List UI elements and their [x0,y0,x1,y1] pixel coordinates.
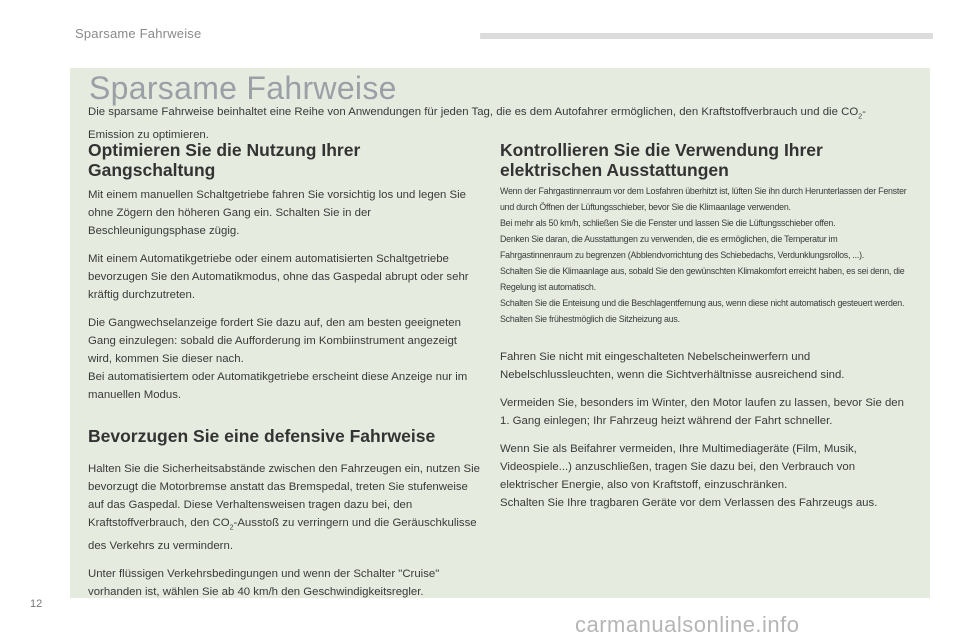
tip-above-50kmh: Bei mehr als 50 km/h, schließen Sie die Fenster und lassen Sie die Lüftungsschieber offen. [500,218,836,229]
paragraph-portable-devices: Schalten Sie Ihre tragbaren Geräte vor dem Verlassen des Fahrzeugs aus. [500,497,878,509]
paragraph-engine-idle: Vermeiden Sie, besonders im Winter, den Motor laufen zu lassen, bevor Sie den 1. Gang einlegen; Ihr Fahrzeug heizt während der Fahrt schneller. [500,397,904,427]
paragraph-multimedia: Wenn Sie als Beifahrer vermeiden, Ihre Multimediageräte (Film, Musik, Videospiele...) anzuschließen, tragen Sie dazu bei, den Verbrauch von elektrischer Energie, also von Kraftstoff, einzuschränken. [500,443,857,491]
paragraph-gear-indicator-auto: Bei automatisiertem oder Automatikgetriebe erscheint diese Anzeige nur im manuellen Modus. [88,371,468,401]
heading-electrical-equipment: Kontrollieren Sie die Verwendung Ihrer elektrischen Ausstattungen [500,140,823,180]
tip-defrost: Schalten Sie die Enteisung und die Beschlagentfernung aus, wenn diese nicht automatisch gesteuert werden. [500,298,905,309]
watermark-text: carmanualsonline.info [575,612,800,637]
paragraph-manual-gearbox: Mit einem manuellen Schaltgetriebe fahren Sie vorsichtig los und legen Sie ohne Zögern den höheren Gang ein. Schalten Sie in der Beschleunigungsphase zügig. [88,189,467,237]
page-number: 12 [30,598,43,610]
intro-subscript: 2 [858,113,863,121]
intro-text-1: Die sparsame Fahrweise beinhaltet eine Reihe von Anwendungen für jeden Tag, die es dem Autofahrer ermöglichen, den Kraftstoffverbrauch und die CO [88,106,859,118]
paragraph-cruise-control: Unter flüssigen Verkehrsbedingungen und wenn der Schalter "Cruise" vorhanden ist, wählen Sie ab 40 km/h den Geschwindigkeitsregler. [88,568,440,599]
right-column [500,140,912,512]
intro-paragraph [88,103,908,144]
paragraph-automatic-gearbox: Mit einem Automatikgetriebe oder einem automatisierten Schaltgetriebe bevorzugen Sie den Automatikmodus, ohne das Gaspedal abrupt oder sehr kräftig durchzutreten. [88,253,469,301]
tip-seat-heating: Schalten Sie frühestmöglich die Sitzheizung aus. [500,314,680,325]
tip-overheated-cabin: Wenn der Fahrgastinnenraum vor dem Losfahren überhitzt ist, lüften Sie ihn durch Herunterlassen der Fenster und durch Öffnen der Lüftungsschieber, bevor Sie die Klimaanlage verwenden. [500,186,907,213]
paragraph-safety-distance [88,460,480,555]
safety-text-1: Halten Sie die Sicherheitsabstände zwischen den Fahrzeugen ein, nutzen Sie bevorzugt die Motorbremse anstatt das Bremspedal, treten Sie stufenweise auf das Gaspedal. Diese Verhaltensweisen tragen dazu bei, den Kraftstoffverbrauch, den CO [88,463,480,529]
tip-limit-temperature: Denken Sie daran, die Ausstattungen zu verwenden, die es ermöglichen, die Temperatur im Fahrgastinnenraum zu begrenzen (Abblendvorrichtung des Schiebedachs, Verdunklungsrollos, ...). [500,234,865,261]
intro-text-2: -Emission zu optimieren. [88,106,866,142]
header-rule [480,33,933,39]
safety-text-2: -Ausstoß zu verringern und die Geräuschkulisse des Verkehrs zu vermindern. [88,517,477,553]
paragraph-fog-lights: Fahren Sie nicht mit eingeschalteten Nebelscheinwerfern und Nebelschlussleuchten, wenn die Sichtverhältnisse ausreichend sind. [500,351,845,381]
left-column [88,140,480,601]
running-header-title: Sparsame Fahrweise [75,26,202,41]
heading-defensive-driving: Bevorzugen Sie eine defensive Fahrweise [88,426,436,446]
paragraph-gear-indicator: Die Gangwechselanzeige fordert Sie dazu auf, den am besten geeigneten Gang einzulegen: sobald die Aufforderung im Kombiinstrument angezeigt wird, kommen Sie dieser nach. [88,317,461,365]
page-title: Sparsame Fahrweise [89,70,397,106]
tip-air-conditioning: Schalten Sie die Klimaanlage aus, sobald Sie den gewünschten Klimakomfort erreicht haben, es sei denn, die Regelung ist automatisch. [500,266,905,293]
heading-gangschaltung: Optimieren Sie die Nutzung Ihrer Gangschaltung [88,140,361,180]
safety-subscript: 2 [229,524,234,532]
condensed-tips [500,184,912,328]
